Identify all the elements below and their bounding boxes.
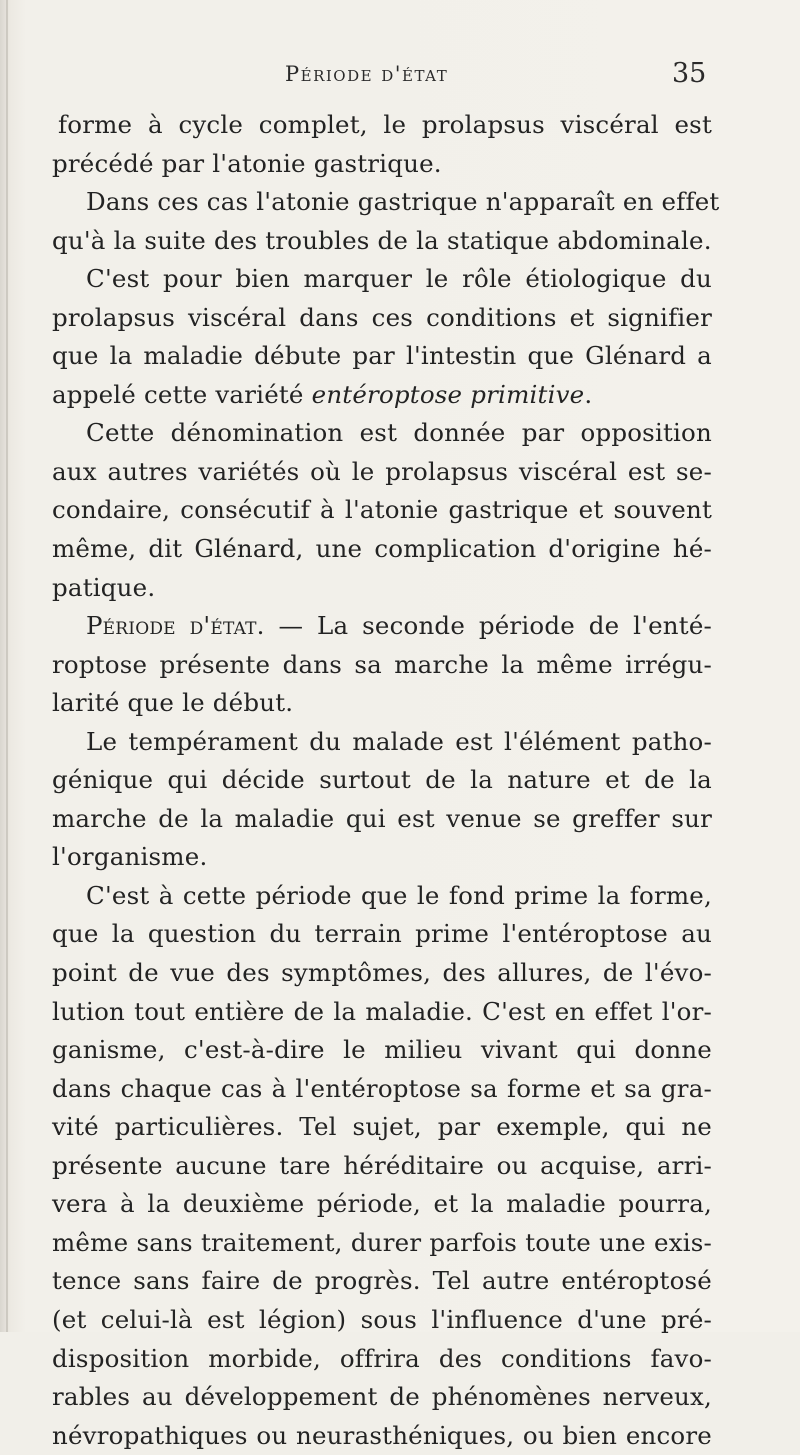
text-line: que la question du terrain prime l'entéroptose au [52,919,712,949]
text-line: condaire, consécutif à l'atonie gastrique et souvent [52,495,712,525]
text-fragment: . [584,379,593,409]
text-fragment: appelé cette variété [52,379,312,409]
text-line: lution tout entière de la maladie. C'est en effet l'or- [52,996,712,1026]
text-line: vera à la deuxième période, et la maladie pourra, [52,1189,712,1219]
text-line: Dans ces cas l'atonie gastrique n'apparaît en effet [86,187,720,217]
text-line: Cette dénomination est donnée par opposition [86,418,712,448]
text-line: C'est à cette période que le fond prime la forme, [86,880,712,910]
text-line: génique qui décide surtout de la nature et de la [52,765,712,795]
text-line: névropathiques ou neurasthéniques, ou bien encore [52,1420,712,1450]
body-text [52,106,720,1455]
text-line: tence sans faire de progrès. Tel autre entéroptosé [52,1266,712,1296]
text-line: larité que le début. [52,688,294,718]
text-line: même, dit Glénard, une complication d'origine hé- [52,534,712,564]
text-line: précédé par l'atonie gastrique. [52,148,442,178]
binding-gutter [6,0,8,1332]
text-line: (et celui-là est légion) sous l'influence d'une pré- [52,1304,712,1334]
text-line [52,607,712,646]
text-line: même sans traitement, durer parfois toute une exis- [52,1227,712,1257]
text-line: que la maladie débute par l'intestin que Glénard a [52,341,712,371]
section-heading: Période d'état. [86,611,265,641]
text-line: C'est pour bien marquer le rôle étiologique du [86,264,712,294]
text-line: rables au développement de phénomènes nerveux, [52,1382,712,1412]
text-line: patique. [52,572,156,602]
italic-term: entéroptose primitive [311,379,585,409]
text-fragment: — La seconde période de l'enté- [264,611,712,641]
text-line: ganisme, c'est-à-dire le milieu vivant qui donne [52,1035,712,1065]
text-line: Le tempérament du malade est l'élément patho- [86,726,712,756]
text-line: point de vue des symptômes, des allures, de l'évo- [52,958,712,988]
page-number: 35 [672,58,707,89]
text-line: disposition morbide, offrira des conditions favo- [52,1343,712,1373]
text-line: présente aucune tare héréditaire ou acquise, arri- [52,1150,712,1180]
text-line: l'organisme. [52,842,208,872]
running-title: Période d'état [285,62,449,86]
text-line: marche de la maladie qui est venue se greffer sur [52,803,712,833]
text-line: roptose présente dans sa marche la même irrégu- [52,649,712,679]
page-header [0,58,800,98]
text-line [52,376,712,415]
text-line: qu'à la suite des troubles de la statique abdominale. [52,225,712,255]
text-line: prolapsus viscéral dans ces conditions et signifier [52,302,712,332]
text-line: dans chaque cas à l'entéroptose sa forme et sa gra- [52,1073,712,1103]
text-line: vité particulières. Tel sujet, par exemple, qui ne [52,1112,712,1142]
text-line: forme à cycle complet, le prolapsus viscéral est [58,110,712,139]
text-line: aux autres variétés où le prolapsus viscéral est se- [52,456,712,486]
